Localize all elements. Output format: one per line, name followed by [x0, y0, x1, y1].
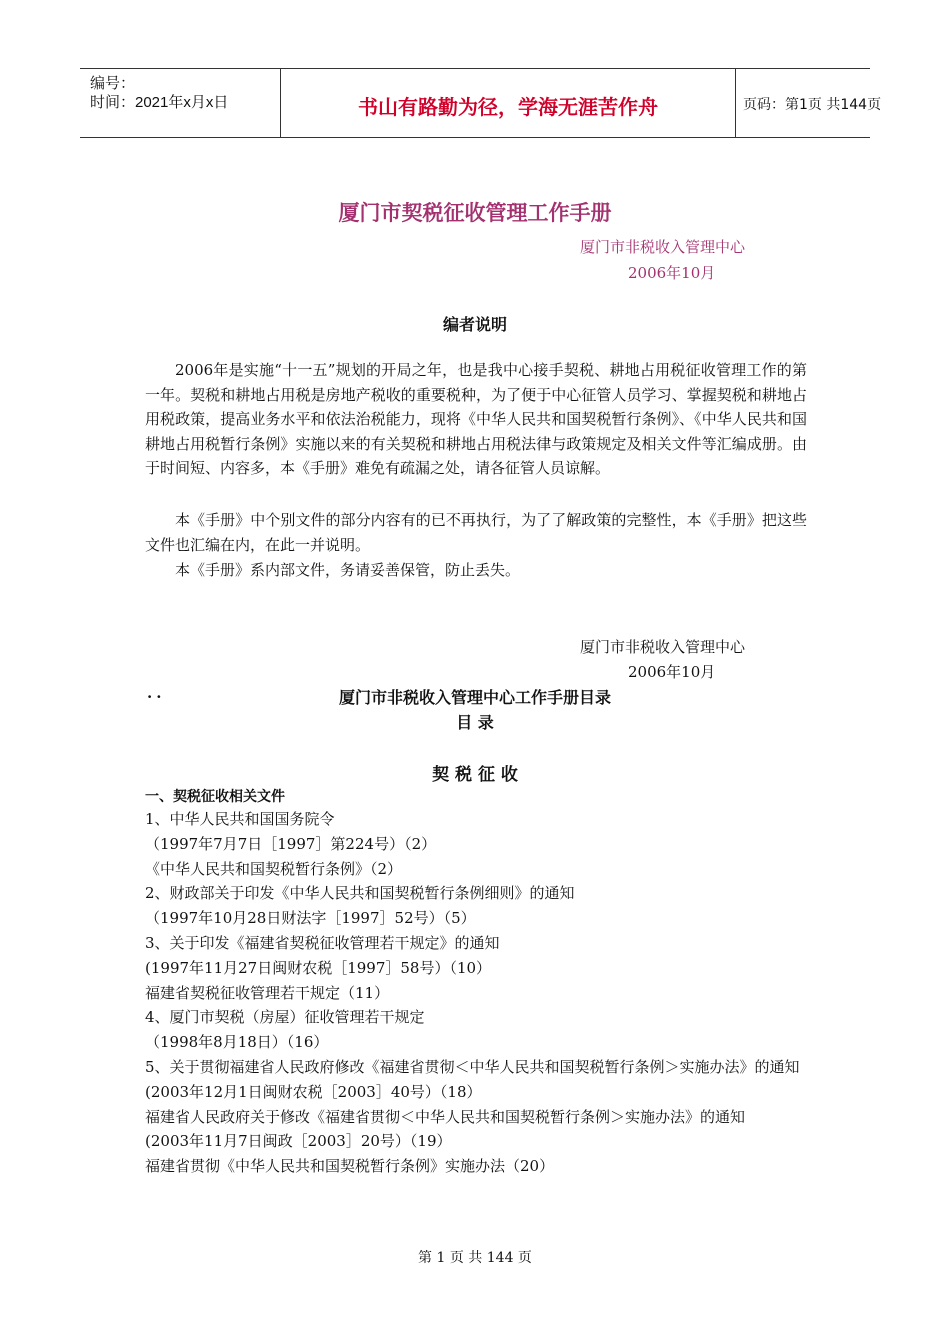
- header-page-cell: [735, 69, 882, 137]
- toc-entry[interactable]: (2003年12月1日闽财农税［2003］40号）（18）: [145, 1082, 482, 1101]
- editor-note-paragraph-3: 本《手册》系内部文件，务请妥善保管，防止丢失。: [175, 561, 521, 579]
- issuing-org: 厦门市非税收入管理中心: [580, 238, 746, 256]
- editor-note-paragraph-1: 2006年是实施“十一五”规划的开局之年，也是我中心接手契税、耕地占用税征收管理工作的第一年。契税和耕地占用税是房地产税收的重要税种，为了便于中心征管人员学习、掌握契税和耕地占用税政策，提高业务水平和依法治税能力，现将《中华人民共和国契税暂行条例》、《中华人民共和国耕地占用税暂行条例》实施以来的有关契税和耕地占用税法律与政策规定及相关文件等汇编成册。由于时间短、内容多，本《手册》难免有疏漏之处，请各征管人员谅解。: [145, 361, 807, 477]
- toc-entry[interactable]: (2003年11月7日闽政［2003］20号）（19）: [145, 1132, 452, 1151]
- toc-entry[interactable]: 3、关于印发《福建省契税征收管理若干规定》的通知: [145, 933, 500, 952]
- time-label: 时间：2021年x月x日: [90, 94, 229, 111]
- page-info: 页码：第1页 共144页: [743, 97, 882, 113]
- section-title: 一、契税征收相关文件: [145, 789, 285, 805]
- toc-entry[interactable]: 1、中华人民共和国国务院令: [145, 810, 335, 828]
- toc-entry[interactable]: （1998年8月18日）（16）: [145, 1033, 329, 1052]
- toc-entry[interactable]: (1997年11月27日闽财农税［1997］58号）（10）: [145, 958, 492, 977]
- header-meta-cell: [80, 69, 280, 137]
- editor-note-paragraph-2: 本《手册》中个别文件的部分内容有的已不再执行，为了了解政策的完整性，本《手册》把这些文件也汇编在内，在此一并说明。: [145, 511, 807, 554]
- signature-date: 2006年10月: [628, 663, 716, 681]
- toc-entry[interactable]: 福建省贯彻《中华人民共和国契税暂行条例》实施办法（20）: [145, 1157, 555, 1176]
- signature-org: 厦门市非税收入管理中心: [580, 638, 746, 656]
- toc-entry[interactable]: 福建省人民政府关于修改《福建省贯彻＜中华人民共和国契税暂行条例＞实施办法》的通知: [145, 1107, 746, 1126]
- toc-entry[interactable]: 《中华人民共和国契税暂行条例》（2）: [145, 859, 403, 878]
- toc-entry[interactable]: 2、财政部关于印发《中华人民共和国契税暂行条例细则》的通知: [145, 884, 575, 903]
- toc-subtitle: 目 录: [456, 713, 494, 732]
- page-footer: 第 1 页 共 144 页: [418, 1250, 532, 1266]
- header-motto-cell: [280, 69, 736, 137]
- header-table: [80, 68, 882, 138]
- toc-entry[interactable]: 福建省契税征收管理若干规定（11）: [145, 983, 390, 1002]
- toc-entry[interactable]: （1997年10月28日财法字［1997］52号）（5）: [145, 909, 476, 928]
- editor-note-heading: 编者说明: [442, 315, 507, 334]
- issue-date: 2006年10月: [628, 264, 716, 282]
- motto: 书山有路勤为径，学海无涯苦作舟: [358, 95, 658, 119]
- leading-dots: ··: [147, 688, 166, 706]
- part-title: 契 税 征 收: [432, 765, 518, 785]
- toc-entry[interactable]: （1997年7月7日［1997］第224号）（2）: [145, 834, 437, 853]
- toc-entry[interactable]: 4、厦门市契税（房屋）征收管理若干规定: [145, 1008, 425, 1027]
- toc-list: [145, 807, 810, 1179]
- toc-title: 厦门市非税收入管理中心工作手册目录: [338, 688, 611, 707]
- toc-entry[interactable]: 5、关于贯彻福建省人民政府修改《福建省贯彻＜中华人民共和国契税暂行条例＞实施办法》的通知: [145, 1057, 800, 1076]
- document-title: 厦门市契税征收管理工作手册: [338, 201, 612, 225]
- number-label: 编号：: [90, 75, 136, 92]
